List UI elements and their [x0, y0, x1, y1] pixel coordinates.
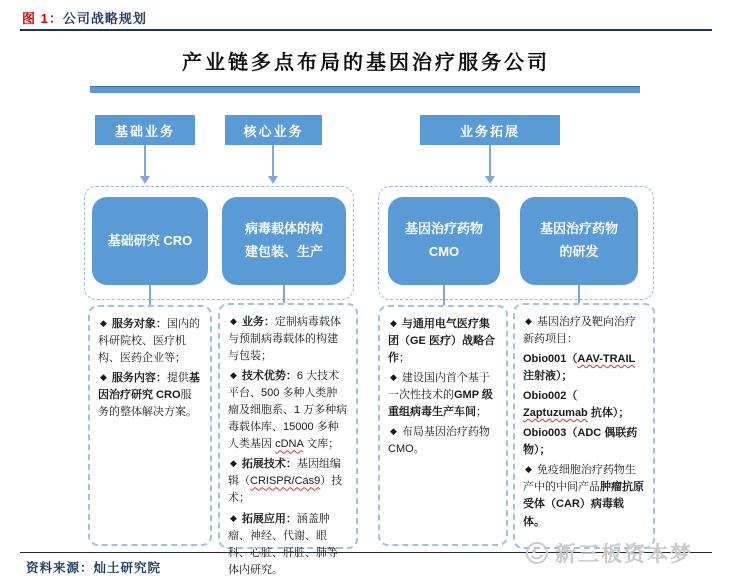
- header-divider: [20, 29, 712, 31]
- category-box-business-expansion: 业务拓展: [420, 115, 560, 145]
- node-viral-vector-production: [222, 197, 346, 285]
- watermark-logo-icon: [524, 540, 550, 566]
- bullet-dot-icon: ◆: [525, 316, 532, 326]
- bullet-text: 抗体）；: [587, 407, 630, 420]
- node-label: 病毒载体的构建包装、生产: [244, 221, 323, 259]
- bullet-item: [388, 370, 498, 421]
- node-label: 基因治疗药物的研发: [539, 221, 618, 259]
- bullet-text: 肿瘤抗原受体（CAR）病毒载体。: [523, 481, 644, 528]
- bullet-dot-icon: ◆: [230, 316, 237, 326]
- bullet-item: [523, 351, 645, 385]
- bullet-text: 技术优势：: [241, 370, 297, 383]
- bullet-dot-icon: ◆: [390, 372, 397, 383]
- bullet-dot-icon: ◆: [230, 370, 237, 381]
- bullet-item: [523, 462, 645, 530]
- bullet-text: Zaptuzumab: [523, 407, 588, 420]
- bullet-text: 基因治疗及靶向治疗新药项目：: [523, 316, 636, 346]
- bullet-text: Obio003（ADC 偶联药物）；: [523, 427, 638, 457]
- bullet-dot-icon: ◆: [390, 318, 397, 328]
- bullet-text: ；: [399, 352, 410, 365]
- bullet-dot-icon: ◆: [230, 458, 237, 469]
- figure-title: 公司战略规划: [62, 11, 147, 26]
- detail-box-vector-business: [218, 303, 358, 576]
- bullet-dot-icon: ◆: [230, 512, 237, 523]
- bullet-item: [388, 316, 498, 367]
- connector-line: [578, 285, 580, 305]
- source-note: [26, 558, 161, 576]
- bullet-text: 建设国内首个基于一次性技术的: [388, 372, 490, 402]
- node-label: 基因治疗药物 CMO: [404, 221, 483, 259]
- detail-box-cro-services: [88, 305, 212, 546]
- detail-box-drug-pipeline: [513, 303, 655, 549]
- bullet-text: 定制病毒载体与预制病毒载体的构建与包装；: [228, 316, 341, 363]
- bullet-text: 基因治疗研究 CRO: [98, 372, 200, 402]
- node-gene-therapy-rnd: [520, 197, 638, 285]
- bullet-dot-icon: ◆: [525, 464, 532, 475]
- bullet-dot-icon: ◆: [100, 318, 107, 328]
- bullet-item: [228, 368, 348, 453]
- bullet-text: 服务对象：: [111, 318, 167, 330]
- category-box-basic-business: 基础业务: [95, 115, 195, 145]
- bullet-text: 服务内容：: [111, 372, 167, 385]
- bullet-text: 6 大技术平台、500 多种人类肿瘤及细胞系、1 万多种病毒载体库、15000 多种人类基因: [228, 370, 348, 451]
- bullet-item: [228, 511, 348, 579]
- down-arrow-icon: [484, 145, 496, 185]
- bullet-text: CRISPR/Cas9: [250, 475, 321, 488]
- bullet-text: 拓展应用：: [241, 512, 297, 525]
- node-basic-research-cro: [92, 197, 208, 285]
- bullet-text: GMP 级重组病毒生产车间: [388, 389, 493, 419]
- watermark: [524, 538, 693, 568]
- detail-box-cmo-plans: [378, 305, 508, 546]
- down-arrow-icon: [267, 145, 279, 185]
- figure-number-label: 图 1：: [22, 11, 63, 26]
- connector-line: [443, 285, 445, 305]
- down-arrow-icon: [139, 145, 151, 185]
- bullet-dot-icon: ◆: [390, 426, 397, 437]
- connector-line: [283, 285, 285, 305]
- bullet-item: [388, 424, 498, 458]
- bullet-text: AAV-TRAIL: [577, 353, 636, 366]
- bullet-text: 国内的科研院校、医疗机构、医药企业等；: [98, 318, 200, 365]
- bullet-item: [523, 425, 645, 459]
- source-name: 灿土研究院: [93, 561, 162, 575]
- bullet-text: 文库；: [303, 438, 340, 451]
- bullet-text: ；: [476, 406, 487, 419]
- node-label: 基础研究 CRO: [107, 232, 193, 248]
- node-gene-therapy-cmo: [388, 197, 500, 285]
- bullet-text: 业务：: [241, 316, 275, 328]
- bullet-text: 涵盖肿瘤、神经、代谢、眼科、心脏、肝脏、肺等体内研究。: [228, 512, 338, 576]
- figure-header: [22, 8, 147, 27]
- bullet-text: cDNA: [275, 438, 304, 451]
- bullet-text: ）技术；: [228, 475, 343, 505]
- bullet-text: 服务的整体解决方案。: [98, 389, 197, 419]
- bullet-item: [98, 316, 202, 367]
- bullet-text: 提供: [166, 372, 189, 385]
- bullet-text: Obio001（: [523, 353, 578, 366]
- bullet-item: [228, 456, 348, 507]
- bullet-text: 拓展技术：: [241, 458, 297, 471]
- connector-line: [149, 285, 151, 305]
- bullet-text: 免疫细胞治疗药物生产中的中间产品: [523, 464, 636, 494]
- bullet-text: 与通用电气医疗集团（GE 医疗）战略合作: [388, 318, 495, 365]
- bullet-text: 布局基因治疗药物 CMO。: [388, 426, 490, 456]
- watermark-text: 新三板资本梦: [555, 542, 693, 566]
- bullet-item: [523, 388, 645, 422]
- bullet-dot-icon: ◆: [100, 372, 107, 383]
- bullet-text: 基因组编辑（: [228, 458, 341, 488]
- title-underline-bar: [90, 86, 640, 93]
- category-box-core-business: 核心业务: [225, 115, 322, 145]
- bullet-text: Obio002（: [523, 390, 578, 403]
- bullet-item: [228, 314, 348, 365]
- source-label: 资料来源：: [26, 561, 94, 575]
- bullet-item: [523, 314, 645, 348]
- bullet-text: 注射液）；: [523, 370, 573, 383]
- bullet-item: [98, 370, 202, 421]
- diagram-title: 产业链多点布局的基因治疗服务公司: [182, 52, 550, 74]
